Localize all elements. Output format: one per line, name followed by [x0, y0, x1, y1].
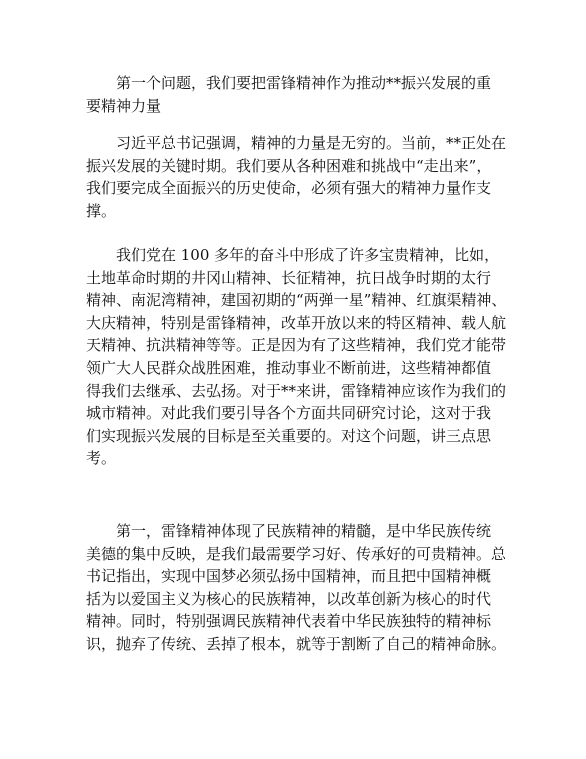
text-line: 我们党在 100 多年的奋斗中形成了许多宝贵精神，比如，	[116, 246, 500, 264]
text-line: 撑。	[86, 201, 117, 220]
text-line: 第一个问题，我们要把雷锋精神作为推动**振兴发展的重	[116, 74, 492, 92]
text-line: 考。	[86, 449, 117, 468]
text-line: 第一，雷锋精神体现了民族精神的精髓，是中华民族传统	[116, 522, 492, 540]
text-line: 书记指出，实现中国梦必须弘扬中国精神，而且把中国精神概	[86, 567, 492, 586]
paragraph-3	[86, 520, 507, 656]
paragraph-1	[86, 132, 507, 222]
text-line: 城市精神。对此我们要引导各个方面共同研究讨论，这对于我	[86, 404, 492, 423]
text-line: 们实现振兴发展的目标是至关重要的。对这个问题，讲三点思	[86, 426, 492, 445]
text-line: 美德的集中反映，是我们最需要学习好、传承好的可贵精神。总	[86, 544, 507, 563]
text-line: 土地革命时期的井冈山精神、长征精神，抗日战争时期的太行	[86, 268, 492, 287]
text-line: 要精神力量	[86, 96, 162, 115]
heading-paragraph	[86, 72, 500, 117]
text-line: 得我们去继承、去弘扬。对于**来讲，雷锋精神应该作为我们的	[86, 381, 507, 400]
text-line: 天精神、抗洪精神等等。正是因为有了这些精神，我们党才能带	[86, 336, 507, 355]
text-line: 括为以爱国主义为核心的民族精神，以改革创新为核心的时代	[86, 589, 492, 608]
text-line: 习近平总书记强调，精神的力量是无穷的。当前，**正处在	[116, 134, 507, 152]
text-line: 大庆精神，特别是雷锋精神，改革开放以来的特区精神、载人航	[86, 313, 507, 332]
text-line: 我们要完成全面振兴的历史使命，必须有强大的精神力量作支	[86, 179, 492, 198]
text-line: 振兴发展的关键时期。我们要从各种困难和挑战中“走出来”，	[86, 156, 492, 175]
text-line: 识，抛弃了传统、丢掉了根本，就等于割断了自己的精神命脉。	[86, 634, 507, 653]
text-line: 精神、南泥湾精神，建国初期的“两弹一星”精神、红旗渠精神、	[86, 291, 507, 310]
paragraph-2	[86, 244, 507, 470]
text-line: 领广大人民群众战胜困难，推动事业不断前进，这些精神都值	[86, 358, 492, 377]
text-line: 精神。同时，特别强调民族精神代表着中华民族独特的精神标	[86, 612, 492, 631]
